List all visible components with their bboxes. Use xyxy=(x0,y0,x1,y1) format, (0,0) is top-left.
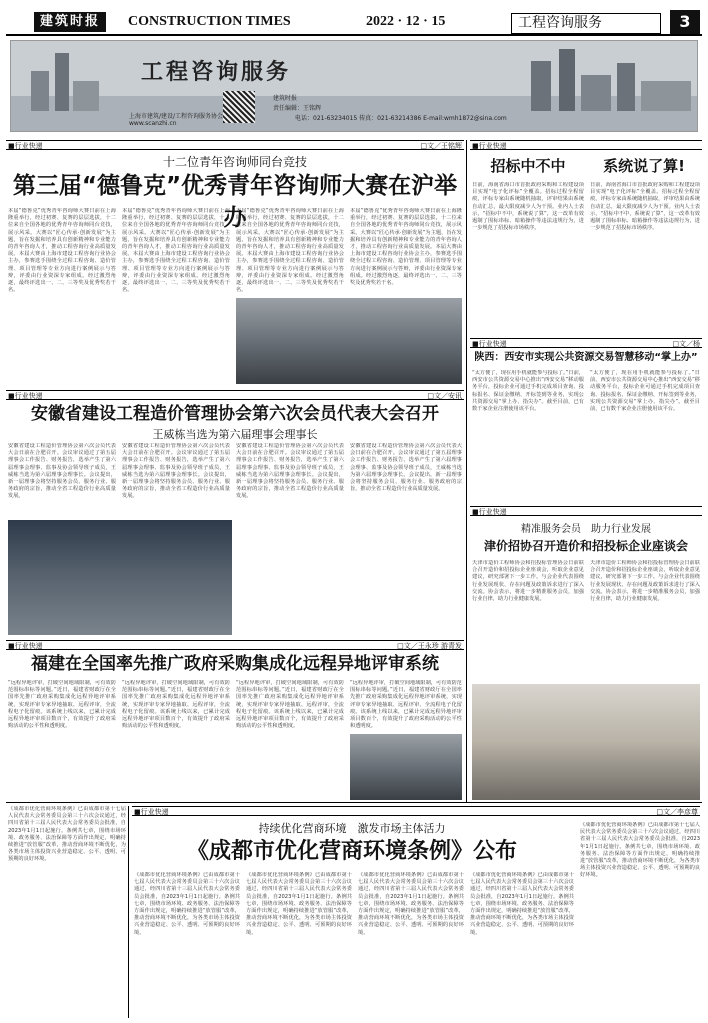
article-tagbar xyxy=(470,140,702,150)
article-tagbar xyxy=(6,140,464,150)
article-headline: 招标中不中 xyxy=(490,157,566,175)
article-body: 安徽省建设工程造价管理协会第六次会员代表大会日前在合肥召开。会议审议通过了第五届理事会工作报告、财务报告，选举产生了第六届理事会理事、监事及协会领导班子成员，王威栋当选为第六届理事会理事长。会议提出，新一届理事会将坚持服务会员、服务行业、服务政府的宗旨，推动全省工程造价行业高质量发展。 xyxy=(8,443,116,500)
tag-label: ■行业快递 xyxy=(472,508,507,516)
article-headline: 安徽省建设工程造价管理协会第六次会员代表大会召开 xyxy=(31,404,439,424)
qr-code xyxy=(223,91,255,123)
column-rule xyxy=(466,140,467,802)
tag-label: ■行业快递 xyxy=(8,642,43,650)
article-body: “太方便了，现在用手机就能参与投标了。”日前，西安市公共资源交易中心推出“西安交易”移动服务平台，投标企业可通过手机完成项目查询、投标报名、保证金缴纳、开标签到等业务，实现公共资源交易“掌上办、指尖办”。截至目前，已有数千家企业注册使用该平台。 xyxy=(472,370,584,413)
conference-photo xyxy=(8,520,232,635)
article-body: “远程异地评审，打破空间地域限制，可有效防范围标串标等问题。”近日，福建省财政厅在全国率先推广政府采购集成化远程异地评审系统，实现评审专家异地抽取、远程评审，全流程电子化留痕。该系统上线以来，已累计完成远程异地评审项目数百个，有效提升了政府采购活动的公平性和透明度。 xyxy=(122,680,230,730)
article-body: “远程异地评审，打破空间地域限制，可有效防范围标串标等问题。”近日，福建省财政厅在全国率先推广政府采购集成化远程异地评审系统，实现评审专家异地抽取、远程评审，全流程电子化留痕。该系统上线以来，已累计完成远程异地评审项目数百个，有效提升了政府采购活动的公平性和透明度。 xyxy=(350,680,462,730)
article-body: 《成都市优化营商环境条例》已由成都市第十七届人民代表大会常务委员会第三十六次会议通过，经四川省第十三届人民代表大会常务委员会批准，自2023年1月1日起施行。条例共七章，围绕市场环境、政务服务、法治保障等方面作出规定，明确持续推进“放管服”改革，推动营商环境不断优化，为各类市场主体投资兴业营造稳定、公平、透明、可预期的良好环境。 xyxy=(8,806,126,863)
banner-association: 上海市建筑/建设/工程咨询服务协会 xyxy=(129,113,224,120)
article-body: 本届“德鲁克”优秀青年咨询师大赛日前在上海隆重举行，经过初赛、复赛的层层选拔，十二位来自全国各地的优秀青年咨询师同台竞技，展示风采。大赛以“匠心传承·创新发展”为主题，旨在发掘和培养具有创新精神和专业能力的青年咨询人才，推动工程咨询行业高质量发展。本届大赛由上海市建设工程咨询行业协会主办，参赛选手围绕全过程工程咨询、造价管理、项目管理等专业方向进行案例展示与答辩，评委由行业资深专家组成。经过激烈角逐，最终评选出一、二、三等奖及优秀奖若干名。 xyxy=(350,208,462,287)
page-number: 3 xyxy=(670,10,700,34)
article-body: “远程异地评审，打破空间地域限制，可有效防范围标串标等问题。”近日，福建省财政厅在全国率先推广政府采购集成化远程异地评审系统，实现评审专家异地抽取、远程评审，全流程电子化留痕。该系统上线以来，已累计完成远程异地评审项目数百个，有效提升了政府采购活动的公平性和透明度。 xyxy=(236,680,344,730)
forum-photo xyxy=(472,684,700,800)
article-body: 本届“德鲁克”优秀青年咨询师大赛日前在上海隆重举行，经过初赛、复赛的层层选拔，十二位来自全国各地的优秀青年咨询师同台竞技，展示风采。大赛以“匠心传承·创新发展”为主题，旨在发掘和培养具有创新精神和专业能力的青年咨询人才，推动工程咨询行业高质量发展。本届大赛由上海市建设工程咨询行业协会主办，参赛选手围绕全过程工程咨询、造价管理、项目管理等专业方向进行案例展示与答辩，评委由行业资深专家组成。经过激烈角逐，最终评选出一、二、三等奖及优秀奖若干名。 xyxy=(122,208,230,294)
article-headline: 《成都市优化营商环境条例》公布 xyxy=(186,838,517,864)
byline: □文／李彦尊 xyxy=(656,808,698,816)
masthead-logo: 建筑时报 xyxy=(34,12,106,32)
group-photo xyxy=(236,298,462,384)
article-body: 安徽省建设工程造价管理协会第六次会员代表大会日前在合肥召开。会议审议通过了第五届理事会工作报告、财务报告，选举产生了第六届理事会理事、监事及协会领导班子成员，王威栋当选为第六届理事会理事长。会议提出，新一届理事会将坚持服务会员、服务行业、服务政府的宗旨，推动全省工程造价行业高质量发展。 xyxy=(236,443,344,500)
tag-label: ■行业快递 xyxy=(134,808,169,816)
tag-label: ■行业快递 xyxy=(472,142,507,150)
article-body: “太方便了，现在用手机就能参与投标了。”日前，西安市公共资源交易中心推出“西安交易”移动服务平台，投标企业可通过手机完成项目查询、投标报名、保证金缴纳、开标签到等业务，实现公共资源交易“掌上办、指尖办”。截至目前，已有数千家企业注册使用该平台。 xyxy=(590,370,700,413)
article-tagbar xyxy=(470,506,702,516)
tag-label: ■行业快递 xyxy=(8,142,43,150)
article-body: 本届“德鲁克”优秀青年咨询师大赛日前在上海隆重举行，经过初赛、复赛的层层选拔，十二位来自全国各地的优秀青年咨询师同台竞技，展示风采。大赛以“匠心传承·创新发展”为主题，旨在发掘和培养具有创新精神和专业能力的青年咨询人才，推动工程咨询行业高质量发展。本届大赛由上海市建设工程咨询行业协会主办，参赛选手围绕全过程工程咨询、造价管理、项目管理等专业方向进行案例展示与答辩，评委由行业资深专家组成。经过激烈角逐，最终评选出一、二、三等奖及优秀奖若干名。 xyxy=(236,208,344,294)
byline: □文／安讯 xyxy=(427,392,462,400)
issue-date: 2022 · 12 · 15 xyxy=(366,14,446,29)
article-headline: 福建在全国率先推广政府采购集成化远程异地评审系统 xyxy=(31,654,439,674)
article-body: 《成都市优化营商环境条例》已由成都市第十七届人民代表大会常务委员会第三十六次会议通过，经四川省第十三届人民代表大会常务委员会批准，自2023年1月1日起施行。条例共七章，围绕市场环境、政务服务、法治保障等方面作出规定，明确持续推进“放管服”改革，推动营商环境不断优化，为各类市场主体投资兴业营造稳定、公平、透明、可预期的良好环境。 xyxy=(470,872,574,936)
article-body: 本届“德鲁克”优秀青年咨询师大赛日前在上海隆重举行，经过初赛、复赛的层层选拔，十二位来自全国各地的优秀青年咨询师同台竞技，展示风采。大赛以“匠心传承·创新发展”为主题，旨在发掘和培养具有创新精神和专业能力的青年咨询人才，推动工程咨询行业高质量发展。本届大赛由上海市建设工程咨询行业协会主办，参赛选手围绕全过程工程咨询、造价管理、项目管理等专业方向进行案例展示与答辩，评委由行业资深专家组成。经过激烈角逐，最终评选出一、二、三等奖及优秀奖若干名。 xyxy=(8,208,116,294)
article-tagbar xyxy=(470,338,702,348)
article-headline: 陕西：西安市实现公共资源交易智慧移动“掌上办” xyxy=(474,352,698,363)
banner-title: 工程咨询服务 xyxy=(141,59,292,85)
article-body: 日前，海南省海口市首批政府采购和工程建设项目实现“电子化评标”全覆盖。招标过程全程留痕，评标专家由系统随机抽取，评审结果由系统自动汇总，最大限度减少人为干预。业内人士表示，“招标中不中，系统说了算”，这一改革有效遏制了围标串标、暗箱操作等违法违规行为，进一步规范了招投标市场秩序。 xyxy=(590,182,700,232)
tag-label: ■行业快递 xyxy=(8,392,43,400)
banner-editor: 责任编辑：王铭辉 xyxy=(273,105,322,112)
byline: □文／王铭辉 xyxy=(420,142,462,150)
article-body: 《成都市优化营商环境条例》已由成都市第十七届人民代表大会常务委员会第三十六次会议通过，经四川省第十三届人民代表大会常务委员会批准，自2023年1月1日起施行。条例共七章，围绕市场环境、政务服务、法治保障等方面作出规定，明确持续推进“放管服”改革，推动营商环境不断优化，为各类市场主体投资兴业营造稳定、公平、透明、可预期的良好环境。 xyxy=(134,872,240,936)
tag-label: ■行业快递 xyxy=(472,340,507,348)
meeting-photo xyxy=(350,734,462,800)
article-body: 安徽省建设工程造价管理协会第六次会员代表大会日前在合肥召开。会议审议通过了第五届理事会工作报告、财务报告，选举产生了第六届理事会理事、监事及协会领导班子成员，王威栋当选为第六届理事会理事长。会议提出，新一届理事会将坚持服务会员、服务行业、服务政府的宗旨，推动全省工程造价行业高质量发展。 xyxy=(122,443,230,500)
masthead xyxy=(6,10,702,36)
article-body: 《成都市优化营商环境条例》已由成都市第十七届人民代表大会常务委员会第三十六次会议通过，经四川省第十三届人民代表大会常务委员会批准，自2023年1月1日起施行。条例共七章，围绕市场环境、政务服务、法治保障等方面作出规定，明确持续推进“放管服”改革，推动营商环境不断优化，为各类市场主体投资兴业营造稳定、公平、透明、可预期的良好环境。 xyxy=(358,872,464,936)
article-body: 天津市造价工程师协会和招投标管理协会日前联合召开造价和招投标企业座谈会，听取企业意见建议，研究部署下一步工作。与会企业代表围绕行业发展现状、存在问题及政策诉求进行了深入交流。协会表示，将进一步精准服务会员，加强行业自律，助力行业健康发展。 xyxy=(590,560,700,603)
byline: □文／杨 xyxy=(672,340,700,348)
column-rule xyxy=(128,806,129,1018)
article-headline: 第三届“德鲁克”优秀青年咨询师大赛在沪举办 xyxy=(12,173,458,231)
section-banner xyxy=(10,40,698,132)
article-body: “远程异地评审，打破空间地域限制，可有效防范围标串标等问题。”近日，福建省财政厅在全国率先推广政府采购集成化远程异地评审系统，实现评审专家异地抽取、远程评审，全流程电子化留痕。该系统上线以来，已累计完成远程异地评审项目数百个，有效提升了政府采购活动的公平性和透明度。 xyxy=(8,680,116,730)
section-rule xyxy=(6,802,702,803)
byline: □文／王永珍 游青发 xyxy=(397,642,462,650)
article-body: 安徽省建设工程造价管理协会第六次会员代表大会日前在合肥召开。会议审议通过了第五届理事会工作报告、财务报告，选举产生了第六届理事会理事、监事及协会领导班子成员，王威栋当选为第六届理事会理事长。会议提出，新一届理事会将坚持服务会员、服务行业、服务政府的宗旨，推动全省工程造价行业高质量发展。 xyxy=(350,443,462,493)
article-tagbar xyxy=(6,390,464,400)
article-subtitle: 持续优化营商环境 激发市场主体活力 xyxy=(258,822,446,835)
article-body: 《成都市优化营商环境条例》已由成都市第十七届人民代表大会常务委员会第三十六次会议通过，经四川省第十三届人民代表大会常务委员会批准，自2023年1月1日起施行。条例共七章，围绕市场环境、政务服务、法治保障等方面作出规定，明确持续推进“放管服”改革，推动营商环境不断优化，为各类市场主体投资兴业营造稳定、公平、透明、可预期的良好环境。 xyxy=(246,872,352,936)
article-body: 天津市造价工程师协会和招投标管理协会日前联合召开造价和招投标企业座谈会，听取企业意见建议，研究部署下一步工作。与会企业代表围绕行业发展现状、存在问题及政策诉求进行了深入交流。协会表示，将进一步精准服务会员，加强行业自律，助力行业健康发展。 xyxy=(472,560,584,603)
article-subtitle: 十二位青年咨询师同台竞技 xyxy=(162,155,307,169)
article-subtitle: 王威栋当选为第六届理事会理事长 xyxy=(152,428,318,441)
article-headline: 津价招协召开造价和招投标企业座谈会 xyxy=(483,539,688,553)
banner-contact: 电话：021-63234015 传真：021-63214386 E-mail:wmh1872@sina.com xyxy=(295,115,507,122)
masthead-title-en: CONSTRUCTION TIMES xyxy=(128,14,291,29)
article-body: 日前，海南省海口市首批政府采购和工程建设项目实现“电子化评标”全覆盖。招标过程全程留痕，评标专家由系统随机抽取，评审结果由系统自动汇总，最大限度减少人为干预。业内人士表示，“招标中不中，系统说了算”，这一改革有效遏制了围标串标、暗箱操作等违法违规行为，进一步规范了招投标市场秩序。 xyxy=(472,182,584,232)
banner-logo-text: 建筑时报 xyxy=(273,95,298,102)
article-headline: 系统说了算! xyxy=(603,157,685,175)
section-name: 工程咨询服务 xyxy=(511,13,661,34)
article-body: 《成都市优化营商环境条例》已由成都市第十七届人民代表大会常务委员会第三十六次会议通过，经四川省第十三届人民代表大会常务委员会批准，自2023年1月1日起施行。条例共七章，围绕市场环境、政务服务、法治保障等方面作出规定，明确持续推进“放管服”改革，推动营商环境不断优化，为各类市场主体投资兴业营造稳定、公平、透明、可预期的良好环境。 xyxy=(580,822,700,879)
banner-website: www.scanzhi.cn xyxy=(129,120,177,127)
article-subtitle: 精准服务会员 助力行业发展 xyxy=(521,524,651,535)
article-tagbar xyxy=(6,640,464,650)
article-tagbar xyxy=(132,806,700,816)
